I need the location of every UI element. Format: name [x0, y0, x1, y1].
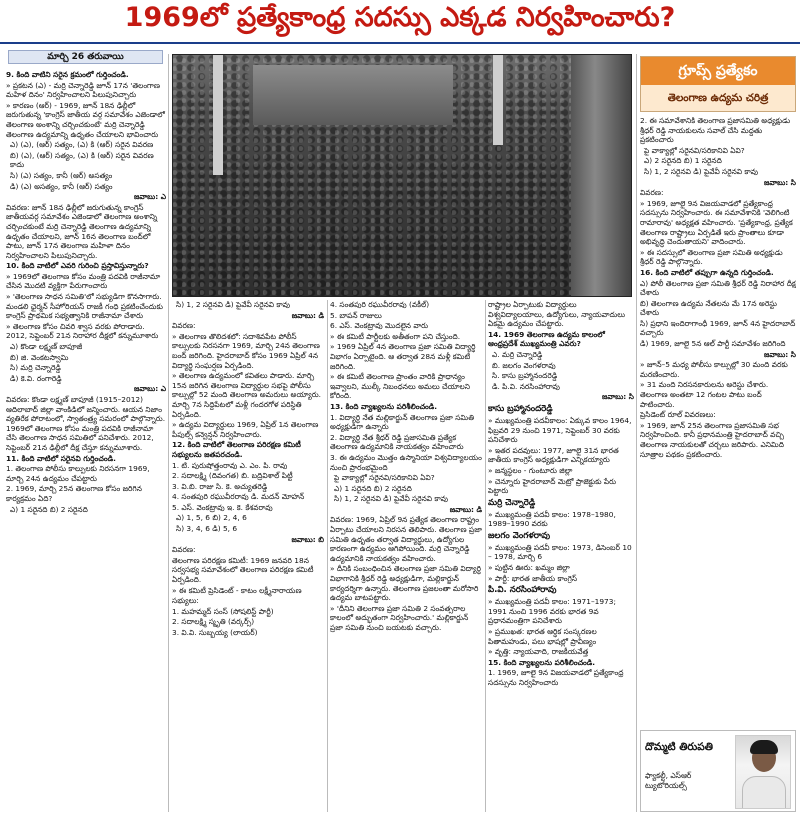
author-name: దొమ్మటి తిరుపతి — [645, 741, 713, 753]
body-text: » ప్రముఖత: భారత ఆర్థిక సంస్కరణల పితామహుడు, పలు భాషల్లో ప్రావీణ్యం — [488, 627, 597, 646]
question-text: 9. కింది వాటిని సరైన క్రమంలో గుర్తించండి. — [6, 70, 129, 79]
body-text: ఎ) (ఎ), (ఆర్) సత్యం, (ఎ) కి (ఆర్) సరైన వివరణ — [10, 140, 154, 150]
body-text: » ముఖ్యమంత్రి పదవీ కాలం: 1971–1973; 1991 నుంచి 1996 వరకు భారత 9వ ప్రధానమంత్రిగా పనిచేశారు — [488, 597, 616, 626]
body-text: 4. సంతపురి రఘువీరరావు డి. మదన్ మోహన్ — [172, 492, 305, 502]
body-text: » ఈ కమిటీ పార్టీలకు అతీతంగా పని చేస్తుంది. — [330, 331, 461, 341]
body-text: బి) (ఎ), (ఆర్) సత్యం, (ఎ) కి (ఆర్) సరైన వివరణ కాదు — [10, 150, 154, 170]
body-text: 1. మహమ్మద్ సంస్ (సోషలిస్ట్ పార్టీ) — [172, 606, 274, 616]
body-text: ఎ) 1 సరైనది బి) 2 సరైనది — [334, 483, 412, 493]
headline-bar — [0, 0, 800, 44]
body-text: పై వాక్యాల్లో సరైనవి/సరికానివి ఏవి? — [644, 145, 745, 155]
body-text: » తెలంగాణ ఉద్యమంలో కవితలు పాడారు. మార్చి 15న జరిగిన తెలంగాణ విద్యార్థుల సభపై పోలీసు కాల్పుల్లో 52 మంది తెలంగాణ అమరులు అయ్యారు. మార్చి 7న సిద్దిపేటలో మళ్లీ గందరగోళ పరిస్థితి ఏర్పడింది. — [172, 371, 322, 419]
answer-text: జవాబు: బి — [291, 534, 324, 544]
body-text: వివరణ: కొండా లక్ష్మణ్ బాపూజీ (1915–2012) ఆదిలాబాద్ జిల్లా వాంకిడిలో జన్మించారు. ఆయన నిజాం వ్యతిరేక పోరాటంలో, స్వాతంత్ర్య సమరంలో పాల్గొన్నారు. 1969లో తెలంగాణ కోసం మంత్రి పదవికి రాజీనామా చేసి తెలంగాణ సాధన సమితిలో పనిచేశారు. 2012, సెప్టెంబర్ 21న ఢిల్లీలో దీక్ష చేస్తూ కన్నుమూశారు. — [6, 395, 166, 452]
body-text: వివరణ: — [640, 188, 664, 198]
answer-text: జవాబు: సి — [602, 392, 634, 402]
body-text: డి) కె.వి. రంగారెడ్డి — [10, 373, 62, 383]
author-photo — [735, 735, 791, 809]
protest-crowd-photo — [172, 54, 632, 297]
body-text: తెలంగాణ పరిరక్షణ కమిటీ: 1969 జనవరి 18న సర్వసభ్య సమావేశంలో తెలంగాణ పరిరక్షణ కమిటీ ఏర్పడింది. — [172, 555, 314, 585]
body-text: » చెన్నూరు హైదరాబాద్ మెట్రో ప్రాజెక్టుకు పేరు పెట్టారు — [488, 476, 617, 496]
body-text: బి. జలగం వెంగళరావు — [492, 360, 556, 370]
body-text: ఎ. మర్రి చెన్నారెడ్డి — [492, 349, 543, 359]
body-text: సభ్యులు: — [172, 596, 199, 606]
body-text: 2. ఈ సమావేశానికి తెలంగాణ ప్రజాసమితి అధ్యక్షుడు శ్రీధర్ రెడ్డి నాయకులను సవాల్ చేసి మద్దతు ప్రకటించారు — [640, 116, 791, 145]
body-text: » పార్టీ: భారత జాతీయ కాంగ్రెస్ — [488, 573, 578, 583]
question-text: 10. కింది వాటిలో ఎవరి గురించి ప్రస్తావిస్తున్నారు? — [6, 261, 149, 271]
body-text: » తెలంగాణ కోసం చివరి శ్వాస వరకు పోరాడారు. 2012, సెప్టెంబర్ 21న నిరాహార దీక్షలో కన్నుమూశారు — [6, 321, 159, 341]
body-text: వివరణ: జూన్ 18న ఢిల్లీలో జరుగుతున్న కాంగ్రెస్ జాతీయవర్గ సమావేశం ఎజెండాలో తెలంగాణ అంశాన్ని చర్చించకుంటే మర్రి చెన్నారెడ్డి తెలంగాణ ఉద్యమాన్ని ఉధృతం చేయాలని, జూన్ 16న తెలంగాణ బంద్‌లో పాటు, జూన్ 17న తెలంగాణ మహిళా దినం నిర్వహించాలని పిలుపునిచ్చారు. — [6, 202, 158, 260]
body-text: 2. సదాలక్ష్మి స్మృతి (వర్కర్స్) — [172, 617, 255, 627]
body-text: బి) తెలంగాణ ఉద్యమ నేతలను మే 17న అరెస్టు చేశారు — [640, 298, 777, 318]
body-text: డి) 1969, జూలై 5న ఆల్ పార్టీ సమావేశం జరిగింది — [640, 339, 786, 349]
body-text: » పుట్టిన ఊరు: ఖమ్మం జిల్లా — [488, 563, 570, 573]
body-text: ఎ) కొండా లక్ష్మణ్ బాపూజీ — [10, 342, 83, 352]
body-text: బి) జి. వెంకటస్వామి — [10, 352, 69, 362]
page-title: 1969లో ప్రత్యేకాంధ్ర సదస్సు ఎక్కడ నిర్వహించారు? — [124, 2, 676, 33]
body-text: » ఇతర పదవులు: 1977, జూలై 31న భారత జాతీయ కాంగ్రెస్ అధ్యక్షుడిగా ఎన్నికయ్యారు — [488, 445, 619, 465]
author-box — [640, 730, 796, 812]
body-text: పై వాక్యాల్లో సరైనవి/సరికానివి ఏవి? — [334, 473, 435, 483]
body-text: 3. ఈ ఉద్యమం మొత్తం ఉస్మానియా విశ్వవిద్యాలయం నుంచి ప్రారంభమైంది — [330, 452, 482, 472]
photo-pole — [213, 55, 223, 175]
body-text: సి) మర్రి చెన్నారెడ్డి — [10, 363, 61, 373]
column-2 — [172, 300, 324, 812]
body-text: ప్రెసిడెంట్ రూల్ వివరణలు: — [640, 410, 716, 420]
body-text: » వృత్తి: న్యాయవాది, రాజకీయవేత్త — [488, 647, 589, 657]
photo-banner — [571, 55, 631, 297]
body-text: » ఈ కమిటీ తెలంగాణ ప్రాంతం వారికి ప్రాధాన్యం ఇవ్వాలని, ముల్కీ నిబంధనలు అమలు చేయాలని కోరింది. — [330, 372, 470, 401]
body-text: 2. సదాలక్ష్మి (దివంగత) బి. బద్రివిశాల్ పిట్టీ — [172, 471, 293, 481]
body-text: » ముఖ్యమంత్రి పదవీకాలం: ఏక్కువ కాలం 1964, ఫిబ్రవరి 29 నుంచి 1971, సెప్టెంబర్ 30 వరకు పనిచేశారు — [488, 415, 632, 445]
body-text: » ఉద్యమ విద్యార్థులు 1969, ఏప్రిల్ 1న తెలంగాణ పీపుల్స్ కన్వెన్షన్ నిర్వహించారు. — [172, 420, 319, 439]
body-text: 4. సంతపురి రఘువీరరావు (వకీల్) — [330, 300, 430, 309]
subheading: మర్రి చెన్నారెడ్డి — [488, 497, 536, 508]
column-4 — [488, 300, 634, 812]
body-text: » ఈ కమిటీ ప్రెసిడెంట్ - కాటం లక్ష్మీనారాయణ — [172, 585, 302, 595]
question-text: 11. కింది వాటిలో సరైనవి గుర్తించండి. — [6, 453, 116, 463]
body-text: సి) 1, 2 సరైనవి డి) పైవేవీ సరైనవి కావు — [644, 166, 758, 176]
body-text: సి) 3, 4, 6 డి) 5, 6 — [176, 524, 238, 534]
body-text: » జూన్–5 మధ్య పోలీసు కాల్పుల్లో 30 మంది వరకు మరణించారు. — [640, 360, 788, 379]
answer-text: జవాబు: సి — [764, 177, 796, 187]
question-text: 14. 1969 తెలంగాణ ఉద్యమ కాలంలో ఆంధ్రప్రదేశ్ ముఖ్యమంత్రి ఎవరు? — [488, 329, 605, 349]
body-text: రాష్ట్రాల ఏర్పాటుకు విద్యార్థులు విశ్వవిద్యాలయాలు, ఉద్యోగులు, న్యాయవాదులు ఏకమై ఉద్యమం చేపట్టారు. — [488, 300, 626, 329]
body-text: 6. ఎస్. వెంకట్రావు మొదలైన వారు — [330, 321, 429, 331]
body-text: » 1969, జూన్ 25న తెలంగాణ ప్రజాసమితి సభ నిర్వహించింది. కానీ ప్రధానమంత్రి హైదరాబాద్ వచ్చి తెలంగాణ నాయకులతో చర్చలు జరిపారు. ఎనిమిది సూత్రాల పథకం ప్రకటించారు. — [640, 420, 785, 459]
answer-text: జవాబు: డి — [449, 504, 482, 514]
section-banner-title: గ్రూప్స్ ప్రత్యేకం — [641, 57, 795, 85]
continuation-tag: మార్చి 26 తరువాయి — [8, 50, 163, 64]
body-text: » ఈ సదస్సులో తెలంగాణ ప్రజా సమితి అధ్యక్షుడు శ్రీధర్ రెడ్డి పాల్గొన్నారు. — [640, 247, 783, 267]
body-text: సి) (ఎ) సత్యం, కానీ (ఆర్) అసత్యం — [10, 170, 113, 180]
answer-text: జవాబు: ఎ — [133, 384, 166, 394]
photo-stage — [253, 65, 453, 125]
column-divider — [168, 54, 169, 812]
question-text: 15. కింది వ్యాఖ్యలను పరిశీలించండి. — [488, 657, 596, 667]
body-text: ఎ) 1, 5, 6 బి) 2, 4, 6 — [176, 513, 247, 523]
question-text: 16. కింది వాటిలో తప్పుగా ఉన్నది గుర్తించండి. — [640, 267, 774, 277]
body-text: » ప్రకటన (ఎ) - మర్రి చెన్నారెడ్డి జూన్ 17న 'తెలంగాణ మహిళ దినం' నిర్వహించాలని పిలుపునిచ్చారు — [6, 80, 160, 100]
body-text: ఎ) 2 సరైనది బి) 1 సరైనది — [644, 156, 722, 166]
question-text: 12. కింది వాటిలో తెలంగాణ పరిరక్షణ కమిటీ సభ్యులను జతపరచండి. — [172, 440, 301, 459]
body-text: సి) 1, 2 సరైనవి డి) పైవేవీ సరైనవి కావు — [176, 300, 290, 309]
body-text: 1. టి. పురుషోత్తంరావు ఎ. ఎం. పి. రావు — [172, 460, 288, 470]
body-text: » 1969లో తెలంగాణ కోసం మంత్రి పదవికి రాజీనామా చేసిన మొదటి వ్యక్తిగా పేరుగాంచారు — [6, 271, 161, 291]
body-text: » 31 మంది నిరసనకారులను అరెస్టు చేశారు. తెలంగాణ అంతటా 12 గంటల పాటు బంద్ పాటించారు. — [640, 380, 769, 409]
body-text: » 'దీనిని తెలంగాణ ప్రజా సమితి 2 సంవత్సరాల కాలంలో అద్భుతంగా నిర్వహించారు.' మల్లికార్జున్ ప్రజా సమితి నుంచి బయటకు వచ్చారు. — [330, 603, 469, 632]
body-text: » కారణం (ఆర్) - 1969, జూన్ 18న ఢిల్లీలో జరుగుతున్న 'కాంగ్రెస్ జాతీయ వర్గ సమావేశం ఎజెండాలో తెలంగాణ అంశాన్ని చర్చించకుంటే' మర్రి చెన్నారెడ్డి తెలంగాణ ఉద్యమాన్ని ఉధృతం చేయాలని భావించారు — [6, 100, 165, 139]
answer-text: జవాబు: డి — [291, 310, 324, 320]
body-text: 1. విద్యార్థి నేత మల్లికార్జున్ తెలంగాణ ప్రజా సమితి అధ్యక్షుడిగా ఉన్నారు — [330, 412, 474, 432]
body-text: ఎ) పోలీ తెలంగాణ ప్రజా సమితి శ్రీధర్ రెడ్డి నిరాహార దీక్ష చేశారు — [640, 278, 796, 298]
body-text: » దీనికి సంబంధించిన తెలంగాణ ప్రజా సమితి విద్యార్థి విభాగానికి శ్రీధర్ రెడ్డి అధ్యక్షుడిగా, మల్లికార్జున్ కార్యదర్శిగా ఉన్నారు. తెలంగాణ ప్రజలంతా మరోసారి ఉద్యమ బాటపట్టారు. — [330, 564, 482, 603]
body-text: 3. వి.బి. రాజు సి. కె. అచ్యుతరెడ్డి — [172, 481, 268, 491]
author-photo-body — [742, 776, 786, 809]
column-divider — [636, 54, 637, 812]
body-text: » 1969, జూలై 9న విజయవాడలో ప్రత్యేకాంధ్ర సదస్సును నిర్వహించారు. ఈ సమావేశానికి 'వెలిగింటి రామారావు' అధ్యక్షత వహించారు. 'ప్రత్యేకాంధ్ర, ప్రత్యేక తెలంగాణ రాష్ట్రాలు ఏర్పడితే ఇరు ప్రాంతాలు కూడా అభివృద్ధి చెందుతాయని' వాదించారు. — [640, 198, 793, 247]
question-text: 13. కింది వ్యాఖ్యలను పరిశీలించండి. — [330, 401, 438, 411]
column-1 — [6, 70, 166, 812]
body-text: 1. 1969, జూలై 9న విజయవాడలో ప్రత్యేకాంధ్ర సదస్సును నిర్వహించారు — [488, 668, 624, 687]
subheading: కాసు బ్రహ్మానందరెడ్డి — [488, 403, 553, 414]
author-photo-hair — [750, 740, 778, 754]
body-text: 3. వి.వి. సుబ్బయ్య (లాయర్) — [172, 628, 258, 637]
column-divider — [485, 300, 486, 812]
body-text: డి. పి.వి. నరసింహారావు — [492, 381, 560, 391]
body-text: » ముఖ్యమంత్రి పదవీ కాలం: 1978–1980, 1989–1990 వరకు — [488, 509, 616, 529]
photo-pole — [493, 55, 503, 145]
body-text: 1. తెలంగాణ పోలీసు కాల్పులకు నిరసనగా 1969, మార్చి 24న ఉద్యమం చేపట్టారు — [6, 464, 150, 483]
body-text: 5. బాపన్ రాజులు — [330, 310, 382, 320]
section-banner — [640, 56, 796, 112]
body-text: వివరణ: 1969, ఏప్రిల్ 9న ప్రత్యేక తెలంగాణ రాష్ట్రం ఏర్పాటు చేయాలని నిరసన తెలిపారు. తెలంగాణ ప్రజా సమితి ఉధృతం తర్వాత విద్యార్థులు, ఉద్యోగుల కారణంగా ఉద్యమం ఆగిపోయింది. మర్రి చెన్నారెడ్డి ఉద్యమానికి నాయకత్వం వహించారు. — [330, 515, 482, 563]
body-text: సి) 1, 2 సరైనవి డి) పైవేవీ సరైనవి కావు — [334, 494, 448, 504]
body-text: 2. విద్యార్థి నేత శ్రీధర్ రెడ్డి ప్రజాసమితి ప్రత్యేక తెలంగాణ ఉద్యమానికి నాయకత్వం వహించారు — [330, 432, 464, 452]
body-text: సి) ప్రధాని ఇందిరాగాంధీ 1969, జూన్ 4న హైదరాబాద్ వచ్చారు — [640, 318, 796, 338]
subheading: జలగం వెంగళరావు — [488, 530, 551, 541]
body-text: వివరణ: — [172, 321, 196, 331]
body-text: 5. ఎస్. వెంకట్రావు ఇ. కె. కేశవరావు — [172, 502, 273, 512]
body-text: » 'తెలంగాణ సాధన సమితి'లో సభ్యుడిగా కొనసాగారు. మండలి ఛైర్మన్ సీహోరియస్ రాజకీ గంధి ప్రకటించేందుకు కాంగ్రెస్ ప్రాథమిక సభ్యత్వానికి రాజీనామా చేశారు — [6, 292, 163, 321]
body-text: » 1969 ఏప్రిల్ 4న తెలంగాణ ప్రజా సమితి విద్యార్థి విభాగం ఏర్పాటైంది. ఆ తర్వాత 28న మళ్లీ కమిటీ జరిగింది. — [330, 342, 476, 371]
body-text: » ముఖ్యమంత్రి పదవీ కాలం: 1973, డిసెంబర్ 10 – 1978, మార్చి 6 — [488, 542, 632, 562]
body-text: 2. 1969, మార్చి 25న తెలంగాణ కోసం జరిగిన కార్యక్రమం ఏది? — [6, 484, 142, 503]
body-text: ఎ) 1 సరైనది బి) 2 సరైనది — [10, 504, 88, 514]
column-5 — [640, 116, 796, 726]
answer-text: జవాబు: సి — [764, 349, 796, 359]
section-banner-subtitle: తెలంగాణ ఉద్యమ చరిత్ర — [641, 85, 795, 111]
body-text: వివరణ: — [172, 545, 196, 555]
column-divider — [327, 300, 328, 812]
column-3 — [330, 300, 482, 812]
body-text: » జన్మస్థలం - గుంటూరు జిల్లా — [488, 465, 573, 475]
body-text: సి. కాసు బ్రహ్మానందరెడ్డి — [492, 371, 558, 381]
subheading: పి.వి. నరసింహారావు — [488, 585, 557, 596]
author-role: ఫ్యాకల్టీ, ఎస్ఆర్ ట్యుటోరియల్స్ — [645, 771, 692, 790]
body-text: డి) (ఎ) అసత్యం, కానీ (ఆర్) సత్యం — [10, 181, 113, 191]
answer-text: జవాబు: ఎ — [133, 192, 166, 202]
body-text: » తెలంగాణ తొలిదశలో: సదాశివపేట పోలీస్ కాల్పులకు నిరసనగా 1969, మార్చి 24న తెలంగాణ బంద్ జరిగింది. హైదరాబాద్ కోసం 1969 ఏప్రిల్ 4న విద్యార్థి సంఘర్షణ ఏర్పడింది. — [172, 331, 320, 370]
